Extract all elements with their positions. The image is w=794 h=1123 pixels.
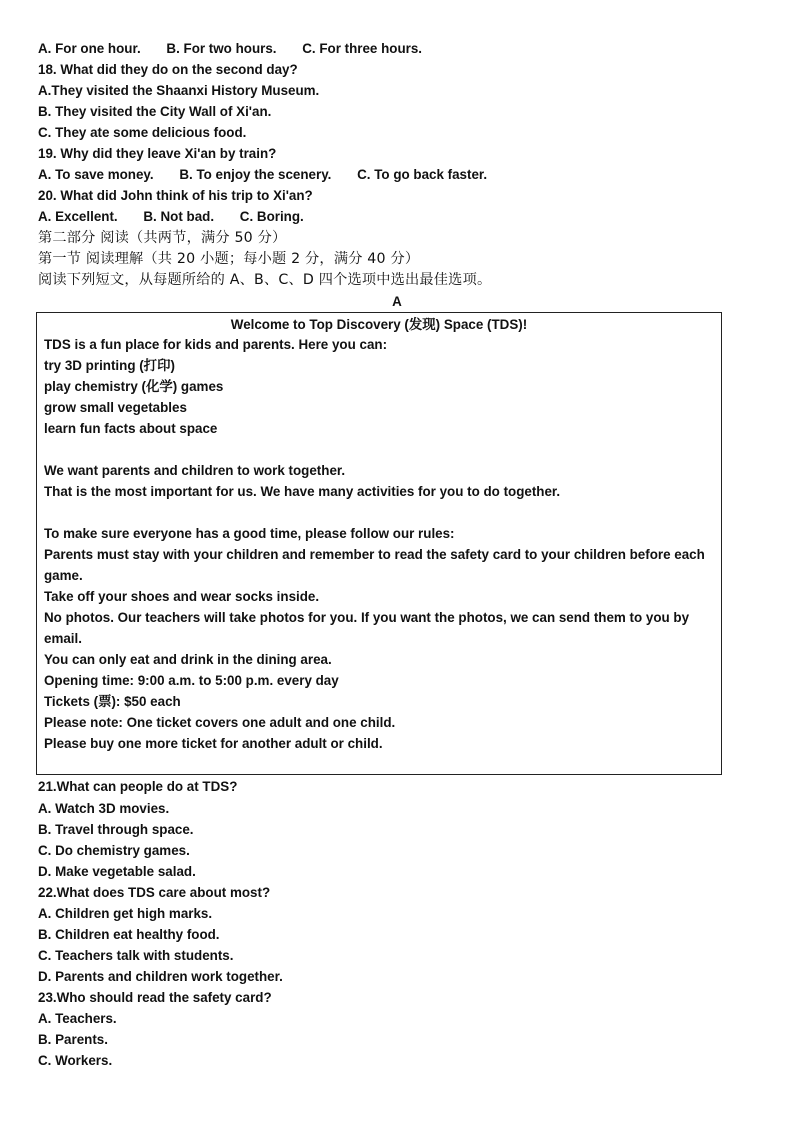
option-a: A. Excellent. [38,209,118,224]
q21-question: 21.What can people do at TDS? [38,779,238,794]
rule-photos: No photos. Our teachers will take photos for you. If you want the photos, we can send them to you by email. [44,610,690,646]
together-text-1: We want parents and children to work together. [44,463,346,478]
option-b: B. Not bad. [143,209,215,224]
notice-box [36,312,722,775]
reading-instruction: 阅读下列短文，从每题所给的 A、B、C、D 四个选项中选出最佳选项。 [38,272,492,288]
activity-item: play chemistry (化学) games [44,379,224,394]
rules-intro: To make sure everyone has a good time, please follow our rules: [44,526,455,541]
option-b: B. To enjoy the scenery. [179,167,332,182]
rule-eat: You can only eat and drink in the dining area. [44,652,332,667]
q18-question: 18. What did they do on the second day? [38,62,298,77]
q20-options [38,209,304,225]
ticket-price: Tickets (票): $50 each [44,694,181,709]
option-b: B. For two hours. [166,41,277,56]
q23-option-a: A. Teachers. [38,1011,117,1026]
q19-question: 19. Why did they leave Xi'an by train? [38,146,277,161]
activity-item: learn fun facts about space [44,421,218,436]
option-c: C. To go back faster. [357,167,488,182]
option-a: A. For one hour. [38,41,141,56]
q19-options [38,167,487,183]
q22-option-d: D. Parents and children work together. [38,969,283,984]
option-a: A. To save money. [38,167,154,182]
notice-intro: TDS is a fun place for kids and parents. Here you can: [44,337,388,352]
rule-parents: Parents must stay with your children and remember to read the safety card to your children before each game. [44,547,705,583]
q18-option-a: A.They visited the Shaanxi History Museum. [38,83,320,98]
notice-title: Welcome to Top Discovery (发现) Space (TDS)! [230,317,528,332]
q17-options [38,41,422,57]
ticket-note-2: Please buy one more ticket for another adult or child. [44,736,383,751]
q21-option-d: D. Make vegetable salad. [38,864,196,879]
q23-option-b: B. Parents. [38,1032,108,1047]
q22-option-b: B. Children eat healthy food. [38,927,220,942]
q21-option-c: C. Do chemistry games. [38,843,190,858]
passage-label: A [392,294,402,309]
ticket-note-1: Please note: One ticket covers one adult and one child. [44,715,396,730]
q18-option-c: C. They ate some delicious food. [38,125,247,140]
section-one-heading: 第一节 阅读理解（共 20 小题；每小题 2 分，满分 40 分） [38,251,420,267]
activity-item: try 3D printing (打印) [44,358,175,373]
q22-question: 22.What does TDS care about most? [38,885,271,900]
q20-question: 20. What did John think of his trip to Xi'an? [38,188,313,203]
rule-shoes: Take off your shoes and wear socks inside. [44,589,320,604]
activity-item: grow small vegetables [44,400,187,415]
q23-question: 23.Who should read the safety card? [38,990,272,1005]
opening-time: Opening time: 9:00 a.m. to 5:00 p.m. every day [44,673,339,688]
q23-option-c: C. Workers. [38,1053,113,1068]
q21-option-b: B. Travel through space. [38,822,194,837]
together-text-2: That is the most important for us. We have many activities for you to do together. [44,484,561,499]
q18-option-b: B. They visited the City Wall of Xi'an. [38,104,272,119]
q21-option-a: A. Watch 3D movies. [38,801,170,816]
q22-option-c: C. Teachers talk with students. [38,948,234,963]
option-c: C. Boring. [239,209,304,224]
q22-option-a: A. Children get high marks. [38,906,213,921]
option-c: C. For three hours. [302,41,423,56]
part-two-heading: 第二部分 阅读（共两节，满分 50 分） [38,230,287,246]
